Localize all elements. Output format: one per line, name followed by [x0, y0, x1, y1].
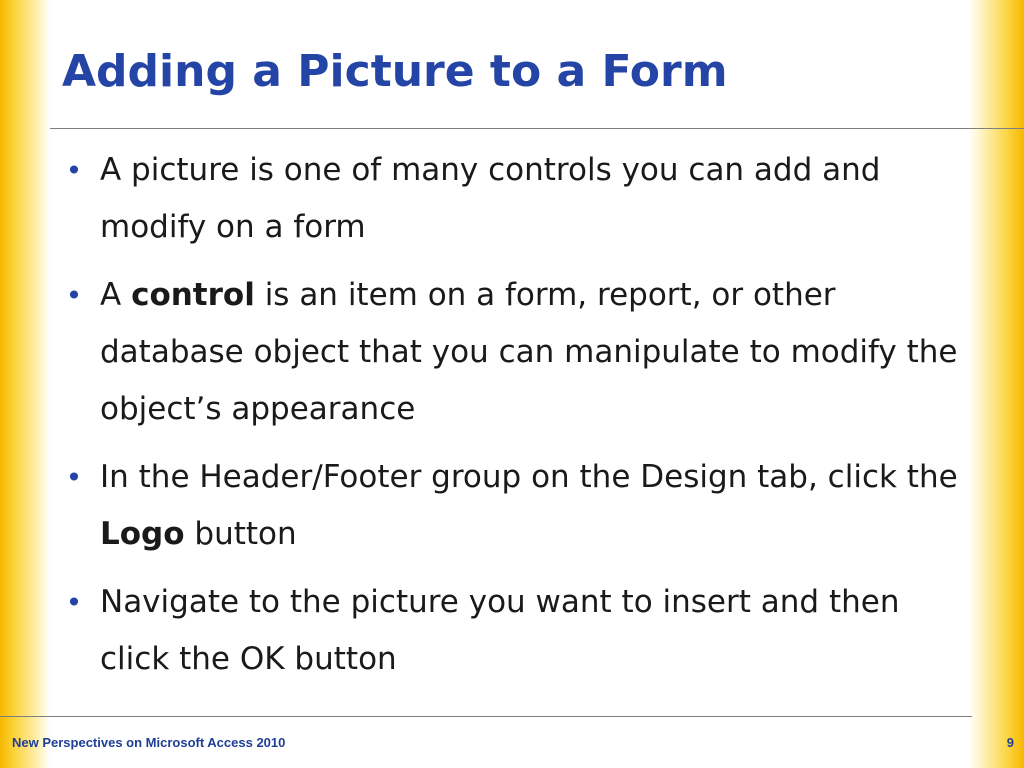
bullet-text-lead: In the Header/Footer group on the Design tab, click the: [100, 459, 958, 495]
bullet-text-rest: is an item on a form, report, or other database object that you can manipulate to modify the object’s appearance: [100, 277, 958, 427]
bullet-icon: •: [65, 154, 83, 187]
title-divider: [50, 128, 1024, 129]
bullet-list: [62, 142, 962, 699]
bullet-text: [100, 459, 958, 552]
bullet-item: [62, 449, 962, 563]
bullet-text: [100, 277, 957, 427]
left-accent-band: [0, 0, 50, 768]
bullet-item: [62, 267, 962, 438]
bullet-icon: •: [65, 279, 83, 312]
bullet-icon: •: [65, 586, 83, 619]
bullet-text-lead: A: [100, 277, 132, 313]
bullet-icon: •: [65, 461, 83, 494]
bullet-text: A picture is one of many controls you can add and modify on a form: [100, 152, 881, 245]
right-accent-band: [968, 0, 1024, 768]
page-number: 9: [1006, 735, 1014, 750]
footer-text: New Perspectives on Microsoft Access 2010: [12, 735, 286, 750]
bullet-emphasis: control: [131, 277, 255, 313]
bullet-item: [62, 574, 962, 688]
bullet-item: [62, 142, 962, 256]
bullet-text: Navigate to the picture you want to insert and then click the OK button: [100, 584, 900, 677]
slide-title: Adding a Picture to a Form: [62, 46, 728, 97]
bullet-emphasis: Logo: [100, 516, 185, 552]
bullet-text-rest: button: [184, 516, 297, 552]
footer-divider: [0, 716, 972, 717]
